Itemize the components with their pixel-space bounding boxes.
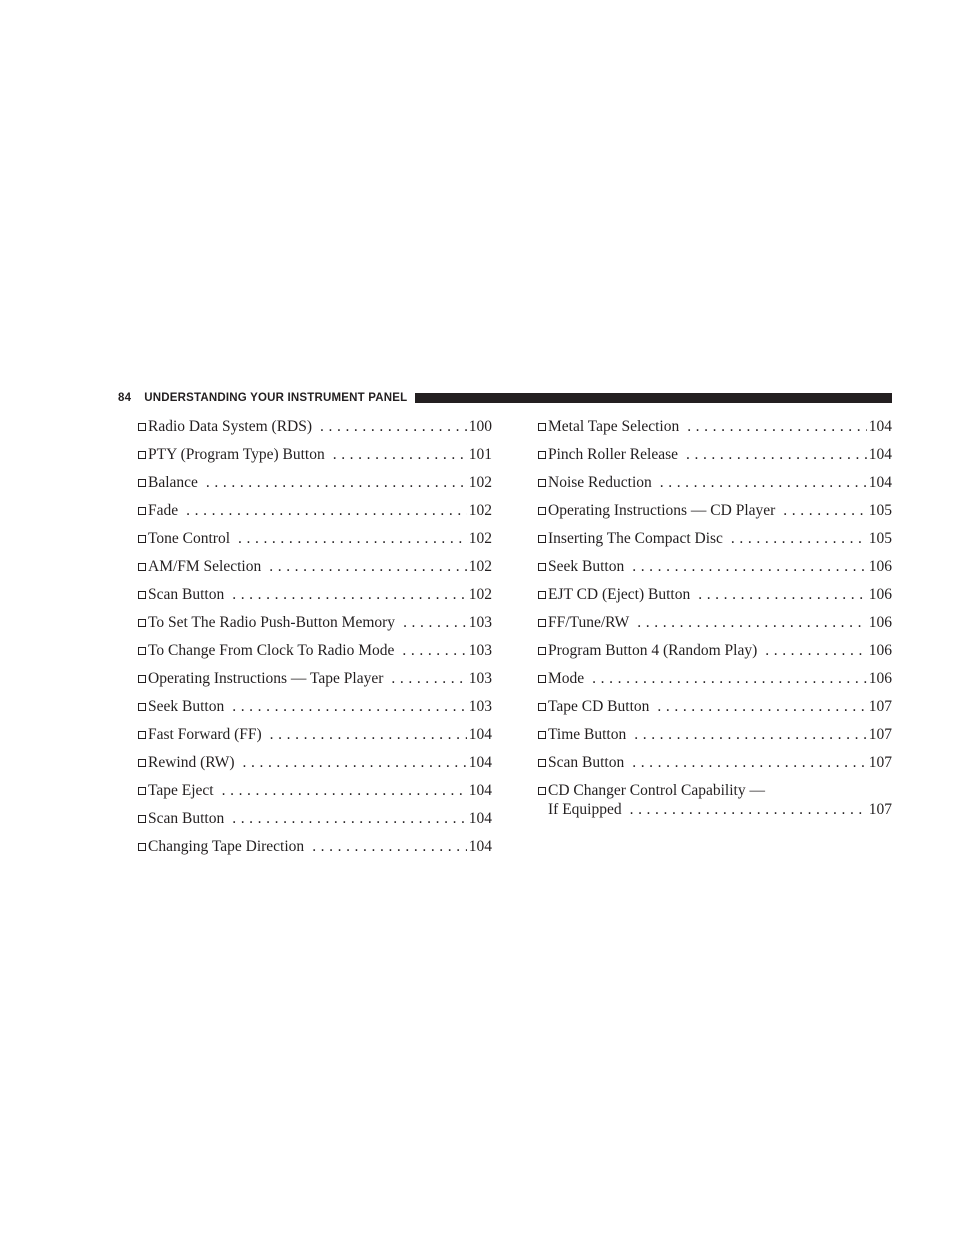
toc-entry-page: 102 [468, 474, 492, 491]
toc-entry[interactable] [536, 639, 892, 667]
dot-leader [660, 473, 867, 493]
dot-leader [783, 501, 866, 521]
dot-leader [269, 557, 467, 577]
toc-entry-page: 107 [868, 698, 892, 715]
toc-entry[interactable] [536, 415, 892, 443]
checkbox-square-icon [138, 423, 146, 431]
page-header [118, 389, 892, 407]
dot-leader [232, 809, 467, 829]
toc-entry-title: Fast Forward (FF) [148, 726, 262, 743]
toc-entry[interactable] [536, 527, 892, 555]
dot-leader [222, 781, 467, 801]
toc-entry-page: 105 [868, 502, 892, 519]
checkbox-square-icon [538, 703, 546, 711]
toc-entry[interactable] [536, 695, 892, 723]
toc-entry-page: 104 [468, 838, 492, 855]
page-number: 84 [118, 392, 132, 404]
dot-leader [630, 800, 867, 820]
dot-leader [391, 669, 466, 689]
checkbox-square-icon [138, 479, 146, 487]
toc-entry-title: Inserting The Compact Disc [548, 530, 723, 547]
dot-leader [634, 725, 867, 745]
toc-entry-title: To Set The Radio Push-Button Memory [148, 614, 396, 631]
dot-leader [312, 837, 467, 857]
toc-entry-title: Metal Tape Selection [548, 418, 680, 435]
toc-entry-page: 102 [468, 530, 492, 547]
checkbox-square-icon [138, 647, 146, 655]
checkbox-square-icon [538, 591, 546, 599]
toc-entry-page: 103 [468, 642, 492, 659]
toc-entry-page: 106 [868, 586, 892, 603]
toc-entry[interactable] [536, 499, 892, 527]
dot-leader [657, 697, 866, 717]
toc-entry-title: AM/FM Selection [148, 558, 262, 575]
dot-leader [320, 417, 467, 437]
toc-entry-title: Fade [148, 502, 179, 519]
dot-leader [232, 585, 467, 605]
checkbox-square-icon [138, 703, 146, 711]
toc-entry-title: Scan Button [148, 810, 225, 827]
checkbox-square-icon [138, 759, 146, 767]
dot-leader [243, 753, 467, 773]
toc-entry[interactable] [536, 583, 892, 611]
toc-entry[interactable] [136, 499, 492, 527]
toc-entry[interactable] [136, 751, 492, 779]
checkbox-square-icon [538, 731, 546, 739]
toc-entry-page: 104 [468, 754, 492, 771]
toc-entry-page: 104 [868, 418, 892, 435]
toc-entry-title: Radio Data System (RDS) [148, 418, 313, 435]
toc-entry-page: 107 [868, 754, 892, 771]
toc-entry-page: 101 [468, 446, 492, 463]
checkbox-square-icon [538, 619, 546, 627]
toc-entry[interactable] [136, 471, 492, 499]
toc-entry-page: 103 [468, 614, 492, 631]
toc-entry-title: Rewind (RW) [148, 754, 235, 771]
toc-entry-page: 106 [868, 642, 892, 659]
checkbox-square-icon [138, 619, 146, 627]
dot-leader [637, 613, 866, 633]
toc-entry[interactable] [136, 667, 492, 695]
toc-entry[interactable] [536, 611, 892, 639]
dot-leader [632, 557, 867, 577]
toc-entry-page: 105 [868, 530, 892, 547]
dot-leader [765, 641, 867, 661]
checkbox-square-icon [538, 423, 546, 431]
checkbox-square-icon [138, 535, 146, 543]
toc-entry-page: 104 [468, 782, 492, 799]
checkbox-square-icon [138, 731, 146, 739]
toc-entry[interactable] [536, 751, 892, 779]
toc-entry[interactable] [536, 555, 892, 583]
checkbox-square-icon [138, 675, 146, 683]
toc-entry-title: Tape CD Button [548, 698, 650, 715]
toc-entry[interactable] [536, 443, 892, 471]
toc-entry-page: 104 [468, 726, 492, 743]
toc-entry[interactable] [536, 723, 892, 751]
checkbox-square-icon [138, 563, 146, 571]
checkbox-square-icon [538, 759, 546, 767]
dot-leader [232, 697, 467, 717]
checkbox-square-icon [538, 647, 546, 655]
toc-entry-page: 107 [868, 801, 892, 818]
toc-entry-page: 106 [868, 614, 892, 631]
toc-entry-page: 102 [468, 586, 492, 603]
toc-entry-title: Operating Instructions — Tape Player [148, 670, 384, 687]
toc-entry-title: Scan Button [548, 754, 625, 771]
checkbox-square-icon [538, 507, 546, 515]
toc-entry[interactable] [536, 779, 892, 819]
dot-leader [686, 445, 867, 465]
toc-entry-page: 100 [468, 418, 492, 435]
toc-entry-title: Pinch Roller Release [548, 446, 678, 463]
toc-entry[interactable] [136, 723, 492, 751]
toc-entry-title: Program Button 4 (Random Play) [548, 642, 758, 659]
toc-entry[interactable] [136, 835, 492, 863]
checkbox-square-icon [138, 591, 146, 599]
toc-entry[interactable] [136, 695, 492, 723]
toc-entry-title: Mode [548, 670, 585, 687]
toc-entry-title: To Change From Clock To Radio Mode [148, 642, 395, 659]
dot-leader [403, 613, 467, 633]
dot-leader [592, 669, 867, 689]
dot-leader [698, 585, 867, 605]
checkbox-square-icon [538, 563, 546, 571]
dot-leader [402, 641, 466, 661]
toc-entry[interactable] [536, 667, 892, 695]
toc-entry[interactable] [136, 611, 492, 639]
checkbox-square-icon [538, 451, 546, 459]
toc-entry[interactable] [136, 415, 492, 443]
toc-entry-title: Changing Tape Direction [148, 838, 305, 855]
toc-entry-title: Noise Reduction [548, 474, 652, 491]
checkbox-square-icon [138, 787, 146, 795]
header-rule [415, 393, 892, 403]
toc-entry-title: Seek Button [548, 558, 625, 575]
checkbox-square-icon [138, 815, 146, 823]
checkbox-square-icon [538, 787, 546, 795]
toc-entry-title-continued: If Equipped [548, 801, 622, 818]
dot-leader [687, 417, 867, 437]
toc-entry-page: 102 [468, 558, 492, 575]
toc-entry[interactable] [136, 583, 492, 611]
checkbox-square-icon [138, 451, 146, 459]
toc-column-right [536, 415, 892, 819]
toc-entry-page: 102 [468, 502, 492, 519]
toc-entry[interactable] [136, 639, 492, 667]
toc-entry[interactable] [136, 779, 492, 807]
checkbox-square-icon [138, 843, 146, 851]
dot-leader [333, 445, 467, 465]
toc-entry-title: EJT CD (Eject) Button [548, 586, 691, 603]
toc-entry-page: 103 [468, 698, 492, 715]
dot-leader [270, 725, 467, 745]
toc-entry-title: Scan Button [148, 586, 225, 603]
toc-entry[interactable] [536, 471, 892, 499]
toc-entry-page: 104 [868, 446, 892, 463]
checkbox-square-icon [538, 675, 546, 683]
toc-entry-title: Tone Control [148, 530, 231, 547]
toc-entry[interactable] [136, 443, 492, 471]
toc-entry-title: Operating Instructions — CD Player [548, 502, 776, 519]
toc-entry-page: 104 [468, 810, 492, 827]
toc-entry-title: Seek Button [148, 698, 225, 715]
dot-leader [206, 473, 467, 493]
toc-entry-title: CD Changer Control Capability — [548, 782, 765, 799]
toc-entry[interactable] [136, 807, 492, 835]
toc-entry-page: 106 [868, 558, 892, 575]
toc-column-left [136, 415, 492, 863]
toc-entry-title: Balance [148, 474, 198, 491]
toc-entry-title: PTY (Program Type) Button [148, 446, 325, 463]
checkbox-square-icon [138, 507, 146, 515]
dot-leader [186, 501, 467, 521]
dot-leader [238, 529, 467, 549]
toc-entry-page: 106 [868, 670, 892, 687]
section-title: UNDERSTANDING YOUR INSTRUMENT PANEL [144, 392, 408, 404]
dot-leader [632, 753, 867, 773]
toc-entry[interactable] [136, 555, 492, 583]
checkbox-square-icon [538, 479, 546, 487]
dot-leader [731, 529, 867, 549]
toc-entry-title: FF/Tune/RW [548, 614, 630, 631]
checkbox-square-icon [538, 535, 546, 543]
toc-entry[interactable] [136, 527, 492, 555]
toc-entry-page: 107 [868, 726, 892, 743]
toc-entry-title: Tape Eject [148, 782, 214, 799]
toc-entry-page: 103 [468, 670, 492, 687]
toc-entry-title: Time Button [548, 726, 627, 743]
toc-entry-page: 104 [868, 474, 892, 491]
